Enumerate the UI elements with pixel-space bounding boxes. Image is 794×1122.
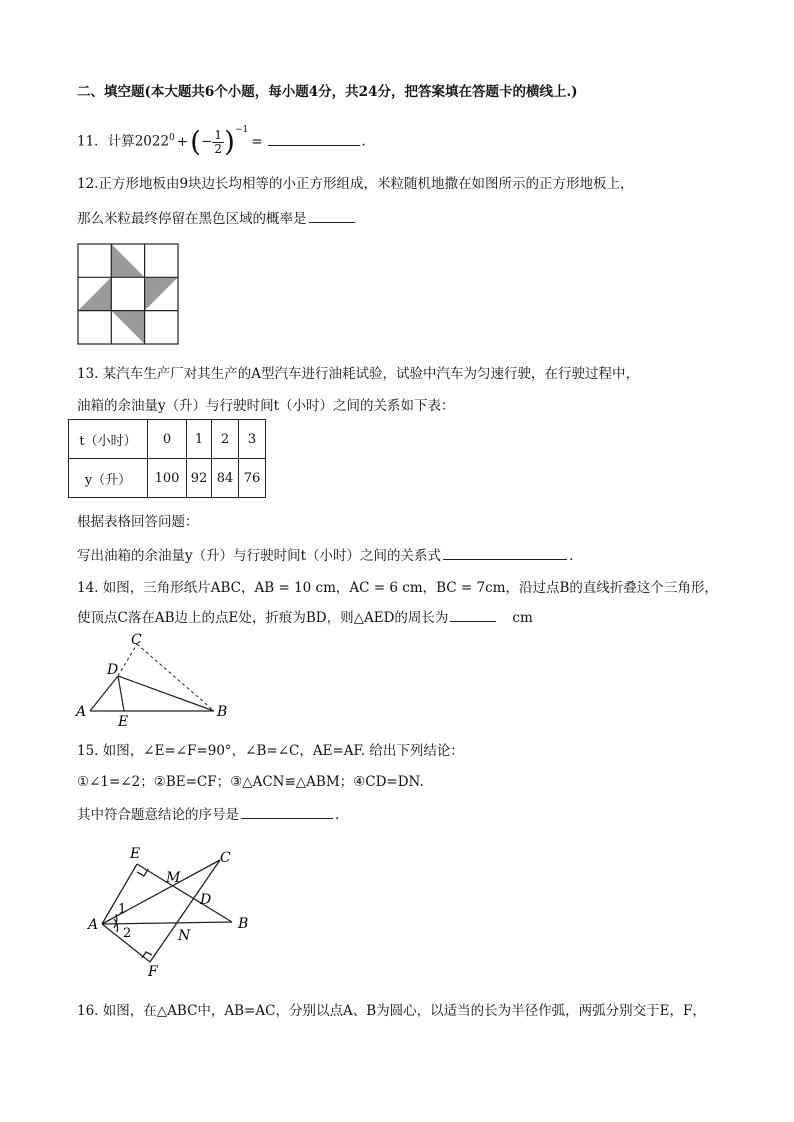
q15-line1: 15. 如图，∠E=∠F=90°，∠B=∠C，AE=AF. 给出下列结论： — [77, 743, 464, 759]
q14-label-B: B — [217, 704, 228, 720]
q11-plus: + — [176, 133, 189, 150]
q12-line1: 12.正方形地板由9块边长均相等的小正方形组成，米粒随机地撒在如图所示的正方形地板上， — [77, 176, 634, 192]
q11-exp: −1 — [234, 125, 249, 135]
q13-line3: 根据表格回答问题： — [77, 514, 199, 530]
q15-line3 — [77, 804, 339, 825]
q12-shaded-triangle-left — [78, 277, 111, 310]
q14-answer-blank — [450, 607, 496, 622]
q14-unit: cm — [512, 610, 533, 626]
q15-figure — [82, 840, 262, 980]
q15-line3-end: . — [335, 807, 340, 823]
q12-shaded-triangle-right — [145, 277, 178, 310]
q14-label-A: A — [76, 704, 87, 720]
table-cell: 2 — [212, 420, 239, 459]
q15-label-B: B — [238, 916, 249, 932]
q15-label-M: M — [166, 870, 181, 886]
q11-end: . — [361, 133, 366, 150]
table-header-t: t（小时） — [69, 420, 148, 459]
q11-right-paren: ) — [223, 125, 235, 158]
q12-line2-text: 那么米粒最终停留在黑色区域的概率是 — [77, 211, 307, 227]
table-cell: 3 — [239, 420, 266, 459]
q15-label-D: D — [200, 892, 212, 908]
q15-label-A: A — [88, 917, 99, 933]
q13-table — [68, 419, 266, 498]
q11-answer-blank — [268, 131, 360, 146]
q11-frac-num: 1 — [214, 127, 222, 142]
q11-fraction — [212, 129, 224, 156]
q14-label-D: D — [107, 662, 119, 678]
q13-answer-blank — [443, 545, 567, 560]
q14-line2-text: 使顶点C落在AB边上的点E处，折痕为BD，则△AED的周长为 — [77, 610, 449, 626]
table-cell: 100 — [148, 459, 187, 498]
q15-angle-1-label: 1 — [118, 902, 127, 917]
q14-line2 — [77, 607, 533, 628]
q15-label-F: F — [148, 964, 158, 980]
q14-label-C: C — [131, 632, 142, 648]
q13-line4-end: . — [569, 548, 574, 564]
question-11 — [77, 125, 366, 158]
table-header-y: y（升） — [69, 459, 148, 498]
q15-line3-text: 其中符合题意结论的序号是 — [77, 807, 239, 823]
table-cell: 76 — [239, 459, 266, 498]
q15-angle-2-label: 2 — [123, 926, 132, 941]
section-title: 二、填空题(本大题共6个小题，每小题4分，共24分，把答案填在答题卡的横线上.) — [77, 84, 578, 100]
q11-left-paren: ( — [190, 125, 202, 158]
q13-line2: 油箱的余油量y（升）与行驶时间t（小时）之间的关系如下表： — [77, 398, 455, 414]
q11-frac-den: 2 — [214, 141, 222, 156]
table-row — [69, 459, 266, 498]
q11-equals: = — [251, 133, 263, 150]
q15-label-N: N — [178, 928, 191, 944]
q15-line2: ①∠1=∠2；②BE=CF；③△ACN≌△ABM；④CD=DN. — [77, 774, 424, 790]
q11-exp0: 0 — [169, 133, 175, 143]
q11-minus: − — [201, 133, 213, 150]
table-cell: 92 — [187, 459, 212, 498]
q12-grid-figure — [78, 244, 178, 344]
q12-shaded-triangle-top — [111, 244, 144, 277]
q11-base: 2022 — [134, 133, 170, 150]
q14-label-E: E — [118, 714, 129, 730]
q14-line1: 14. 如图，三角形纸片ABC，AB = 10 cm，AC = 6 cm，BC = 7cm，沿过点B的直线折叠这个三角形， — [77, 580, 718, 596]
table-cell: 1 — [187, 420, 212, 459]
q13-line4-text: 写出油箱的余油量y（升）与行驶时间t（小时）之间的关系式 — [77, 548, 442, 564]
q11-prefix: 计算 — [107, 133, 135, 150]
q15-label-E: E — [130, 846, 141, 862]
q14-triangle-figure — [72, 632, 242, 730]
q12-shaded-triangle-bottom — [111, 311, 144, 344]
q15-answer-blank — [241, 804, 333, 819]
table-cell: 84 — [212, 459, 239, 498]
q15-label-C: C — [220, 850, 231, 866]
q13-line1: 13. 某汽车生产厂对其生产的A型汽车进行油耗试验，试验中汽车为匀速行驶，在行驶过程中， — [77, 366, 640, 382]
q12-answer-blank — [309, 208, 355, 223]
q12-line2 — [77, 208, 357, 229]
q11-number: 11． — [77, 133, 108, 150]
table-cell: 0 — [148, 420, 187, 459]
q13-line4 — [77, 545, 573, 566]
q16-line1: 16. 如图，在△ABC中，AB=AC，分别以点A、B为圆心，以适当的长为半径作弧，两弧分别交于E，F， — [77, 1003, 706, 1019]
table-row — [69, 420, 266, 459]
